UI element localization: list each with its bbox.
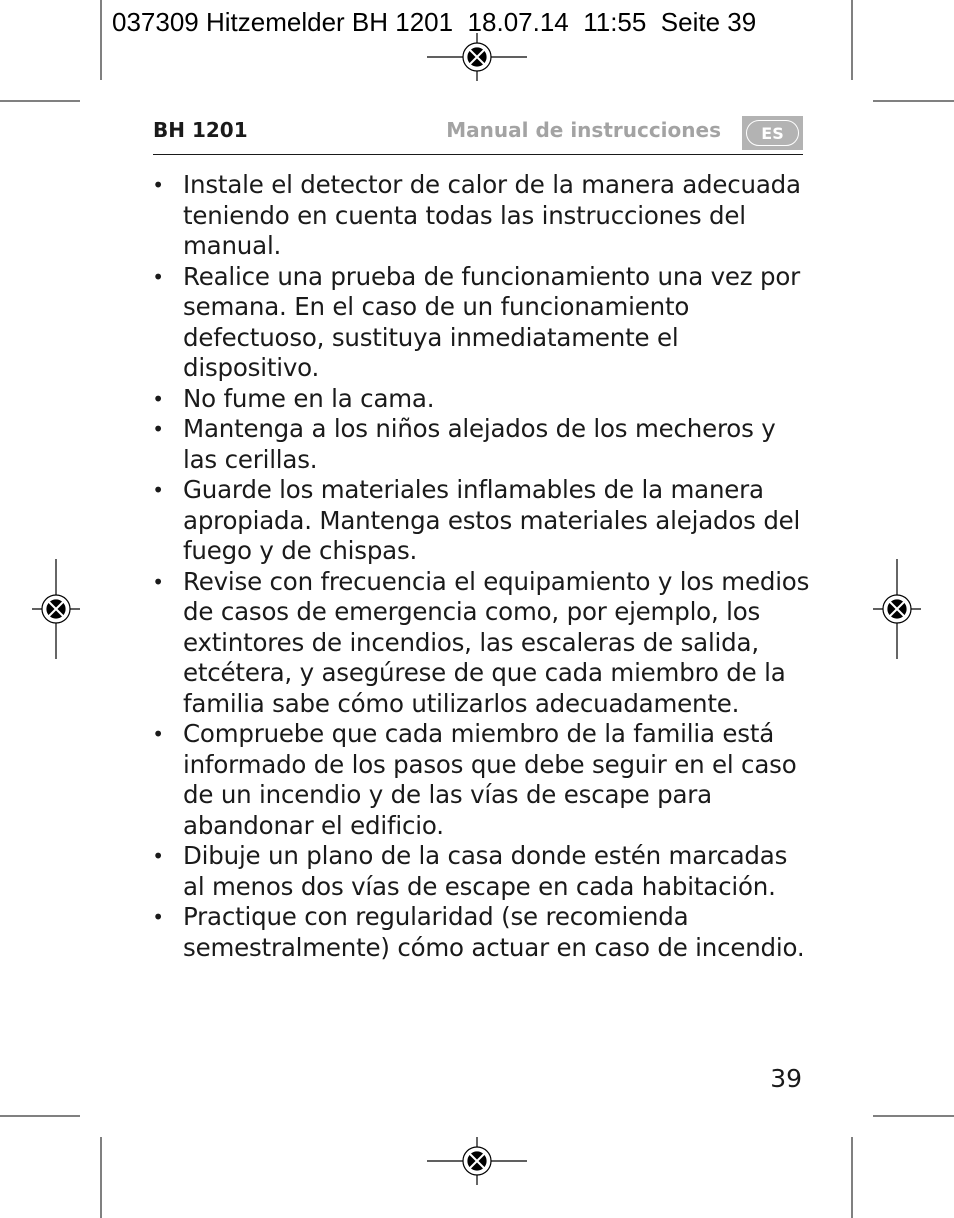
list-item bbox=[152, 170, 812, 262]
bullet-icon: • bbox=[152, 386, 164, 411]
bullet-icon: • bbox=[152, 722, 164, 746]
list-item bbox=[152, 902, 812, 963]
bullet-icon: • bbox=[152, 844, 164, 868]
list-item bbox=[152, 475, 812, 567]
model-name: BH 1201 bbox=[153, 118, 248, 142]
list-item bbox=[152, 719, 812, 841]
instruction-text: Guarde los materiales inflamables de la manera apropiada. Mantenga estos materiales alejados del fuego y de chispas. bbox=[183, 475, 801, 565]
instruction-list bbox=[152, 170, 812, 963]
page-number: 39 bbox=[770, 1064, 802, 1093]
registration-mark-icon bbox=[427, 33, 527, 81]
registration-mark-icon bbox=[32, 559, 80, 659]
page-header bbox=[153, 116, 803, 155]
instruction-text: Dibuje un plano de la casa donde estén marcadas al menos dos vías de escape en cada habitación. bbox=[183, 841, 788, 901]
instruction-text: Revise con frecuencia el equipamiento y los medios de casos de emergencia como, por ejemplo, los extintores de incendios, las escaleras de salida, etcétera, y asegúrese de que cada miembro de la familia sabe cómo utilizarlos adecuadamente. bbox=[183, 566, 810, 718]
list-item bbox=[152, 262, 812, 384]
instruction-text: Compruebe que cada miembro de la familia está informado de los pasos que debe seguir en el caso de un incendio y de las vías de escape para abandonar el edificio. bbox=[183, 719, 797, 840]
print-slug-line: 037309 Hitzemelder BH 1201 18.07.14 11:55 Seite 39 bbox=[112, 7, 757, 37]
instruction-text: No fume en la cama. bbox=[183, 383, 435, 413]
bullet-icon: • bbox=[152, 417, 164, 441]
bullet-icon: • bbox=[152, 478, 164, 502]
language-badge bbox=[742, 116, 803, 150]
language-code: ES bbox=[746, 120, 799, 146]
instruction-text: Practique con regularidad (se recomienda semestralmente) cómo actuar en caso de incendio. bbox=[183, 902, 805, 962]
bullet-icon: • bbox=[152, 905, 164, 929]
registration-mark-icon bbox=[427, 1137, 527, 1185]
instruction-text: Mantenga a los niños alejados de los mecheros y las cerillas. bbox=[183, 414, 776, 474]
list-item bbox=[152, 567, 812, 720]
instruction-text: Realice una prueba de funcionamiento una vez por semana. En el caso de un funcionamiento defectuoso, sustituya inmediatamente el dispositivo. bbox=[183, 261, 801, 382]
instruction-text: Instale el detector de calor de la manera adecuada teniendo en cuenta todas las instrucciones del manual. bbox=[183, 170, 801, 260]
list-item bbox=[152, 841, 812, 902]
bullet-icon: • bbox=[152, 264, 164, 289]
manual-title: Manual de instrucciones bbox=[446, 118, 721, 142]
list-item bbox=[152, 414, 812, 475]
bullet-icon: • bbox=[152, 569, 164, 594]
list-item bbox=[152, 384, 812, 415]
bullet-icon: • bbox=[152, 173, 164, 197]
registration-mark-icon bbox=[873, 559, 921, 659]
